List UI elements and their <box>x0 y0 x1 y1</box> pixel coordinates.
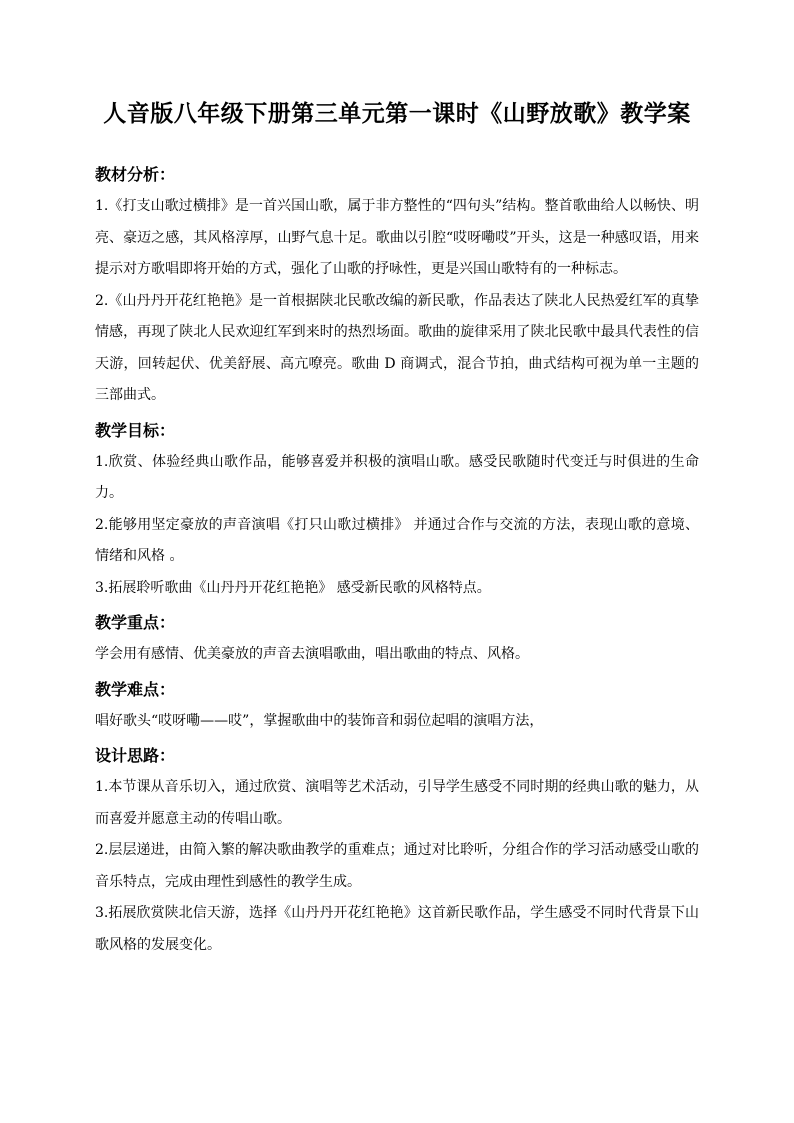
section-design-ideas <box>95 739 699 961</box>
section-heading: 设计思路： <box>95 746 176 765</box>
paragraph: 1.欣赏、体验经典山歌作品，能够喜爱并积极的演唱山歌。感受民歌随时代变迁与时俱进的生命力。 <box>95 453 699 501</box>
paragraph: 2.能够用坚定豪放的声音演唱《打只山歌过横排》 并通过合作与交流的方法，表现山歌的意境、情绪和风格 。 <box>95 516 699 564</box>
paragraph: 1.本节课从音乐切入，通过欣赏、演唱等艺术活动，引导学生感受不同时期的经典山歌的魅力，从而喜爱并愿意主动的传唱山歌。 <box>95 779 699 827</box>
paragraph: 2.层层递进，由简入繁的解决歌曲教学的重难点；通过对比聆听，分组合作的学习活动感受山歌的音乐特点，完成由理性到感性的教学生成。 <box>95 842 699 890</box>
section-heading: 教学目标： <box>95 420 176 440</box>
paragraph: 唱好歌头“哎呀嘞——哎”，掌握歌曲中的装饰音和弱位起唱的演唱方法， <box>95 712 544 729</box>
paragraph: 3.拓展聆听歌曲《山丹丹开花红艳艳》 感受新民歌的风格特点。 <box>95 579 491 596</box>
section-teaching-objectives <box>95 414 699 605</box>
paragraph: 1.《打支山歌过横排》是一首兴国山歌，属于非方整性的“四句头”结构。整首歌曲给人以畅快、明亮、豪迈之感，其风格淳厚，山野气息十足。歌曲以引腔“哎呀嘞哎”开头，这是一种感叹语，用来提示对方歌唱即将开始的方式，强化了山歌的抒咏性，更是兴国山歌特有的一种标志。 <box>95 198 699 277</box>
section-heading: 教学重点： <box>95 613 176 632</box>
paragraph: 3.拓展欣赏陕北信天游，选择《山丹丹开花红艳艳》这首新民歌作品，学生感受不同时代背景下山歌风格的发展变化。 <box>95 905 699 953</box>
section-heading: 教学难点： <box>95 679 176 699</box>
paragraph: 2.《山丹丹开花红艳艳》是一首根据陕北民歌改编的新民歌，作品表达了陕北人民热爱红军的真挚情感，再现了陕北人民欢迎红军到来时的热烈场面。歌曲的旋律采用了陕北民歌中最具代表性的信天游，回转起伏、优美舒展、高亢嘹亮。歌曲 D 商调式，混合节拍，曲式结构可视为单一主题的三部曲式。 <box>95 292 699 403</box>
paragraph: 学会用有感情、优美豪放的声音去演唱歌曲，唱出歌曲的特点、风格。 <box>95 646 529 662</box>
section-textbook-analysis <box>95 158 699 412</box>
document-title: 人音版八年级下册第三单元第一课时《山野放歌》教学案 <box>103 100 691 127</box>
section-difficult-points <box>95 673 699 738</box>
section-key-points <box>95 606 699 671</box>
section-heading: 教材分析： <box>95 165 176 184</box>
